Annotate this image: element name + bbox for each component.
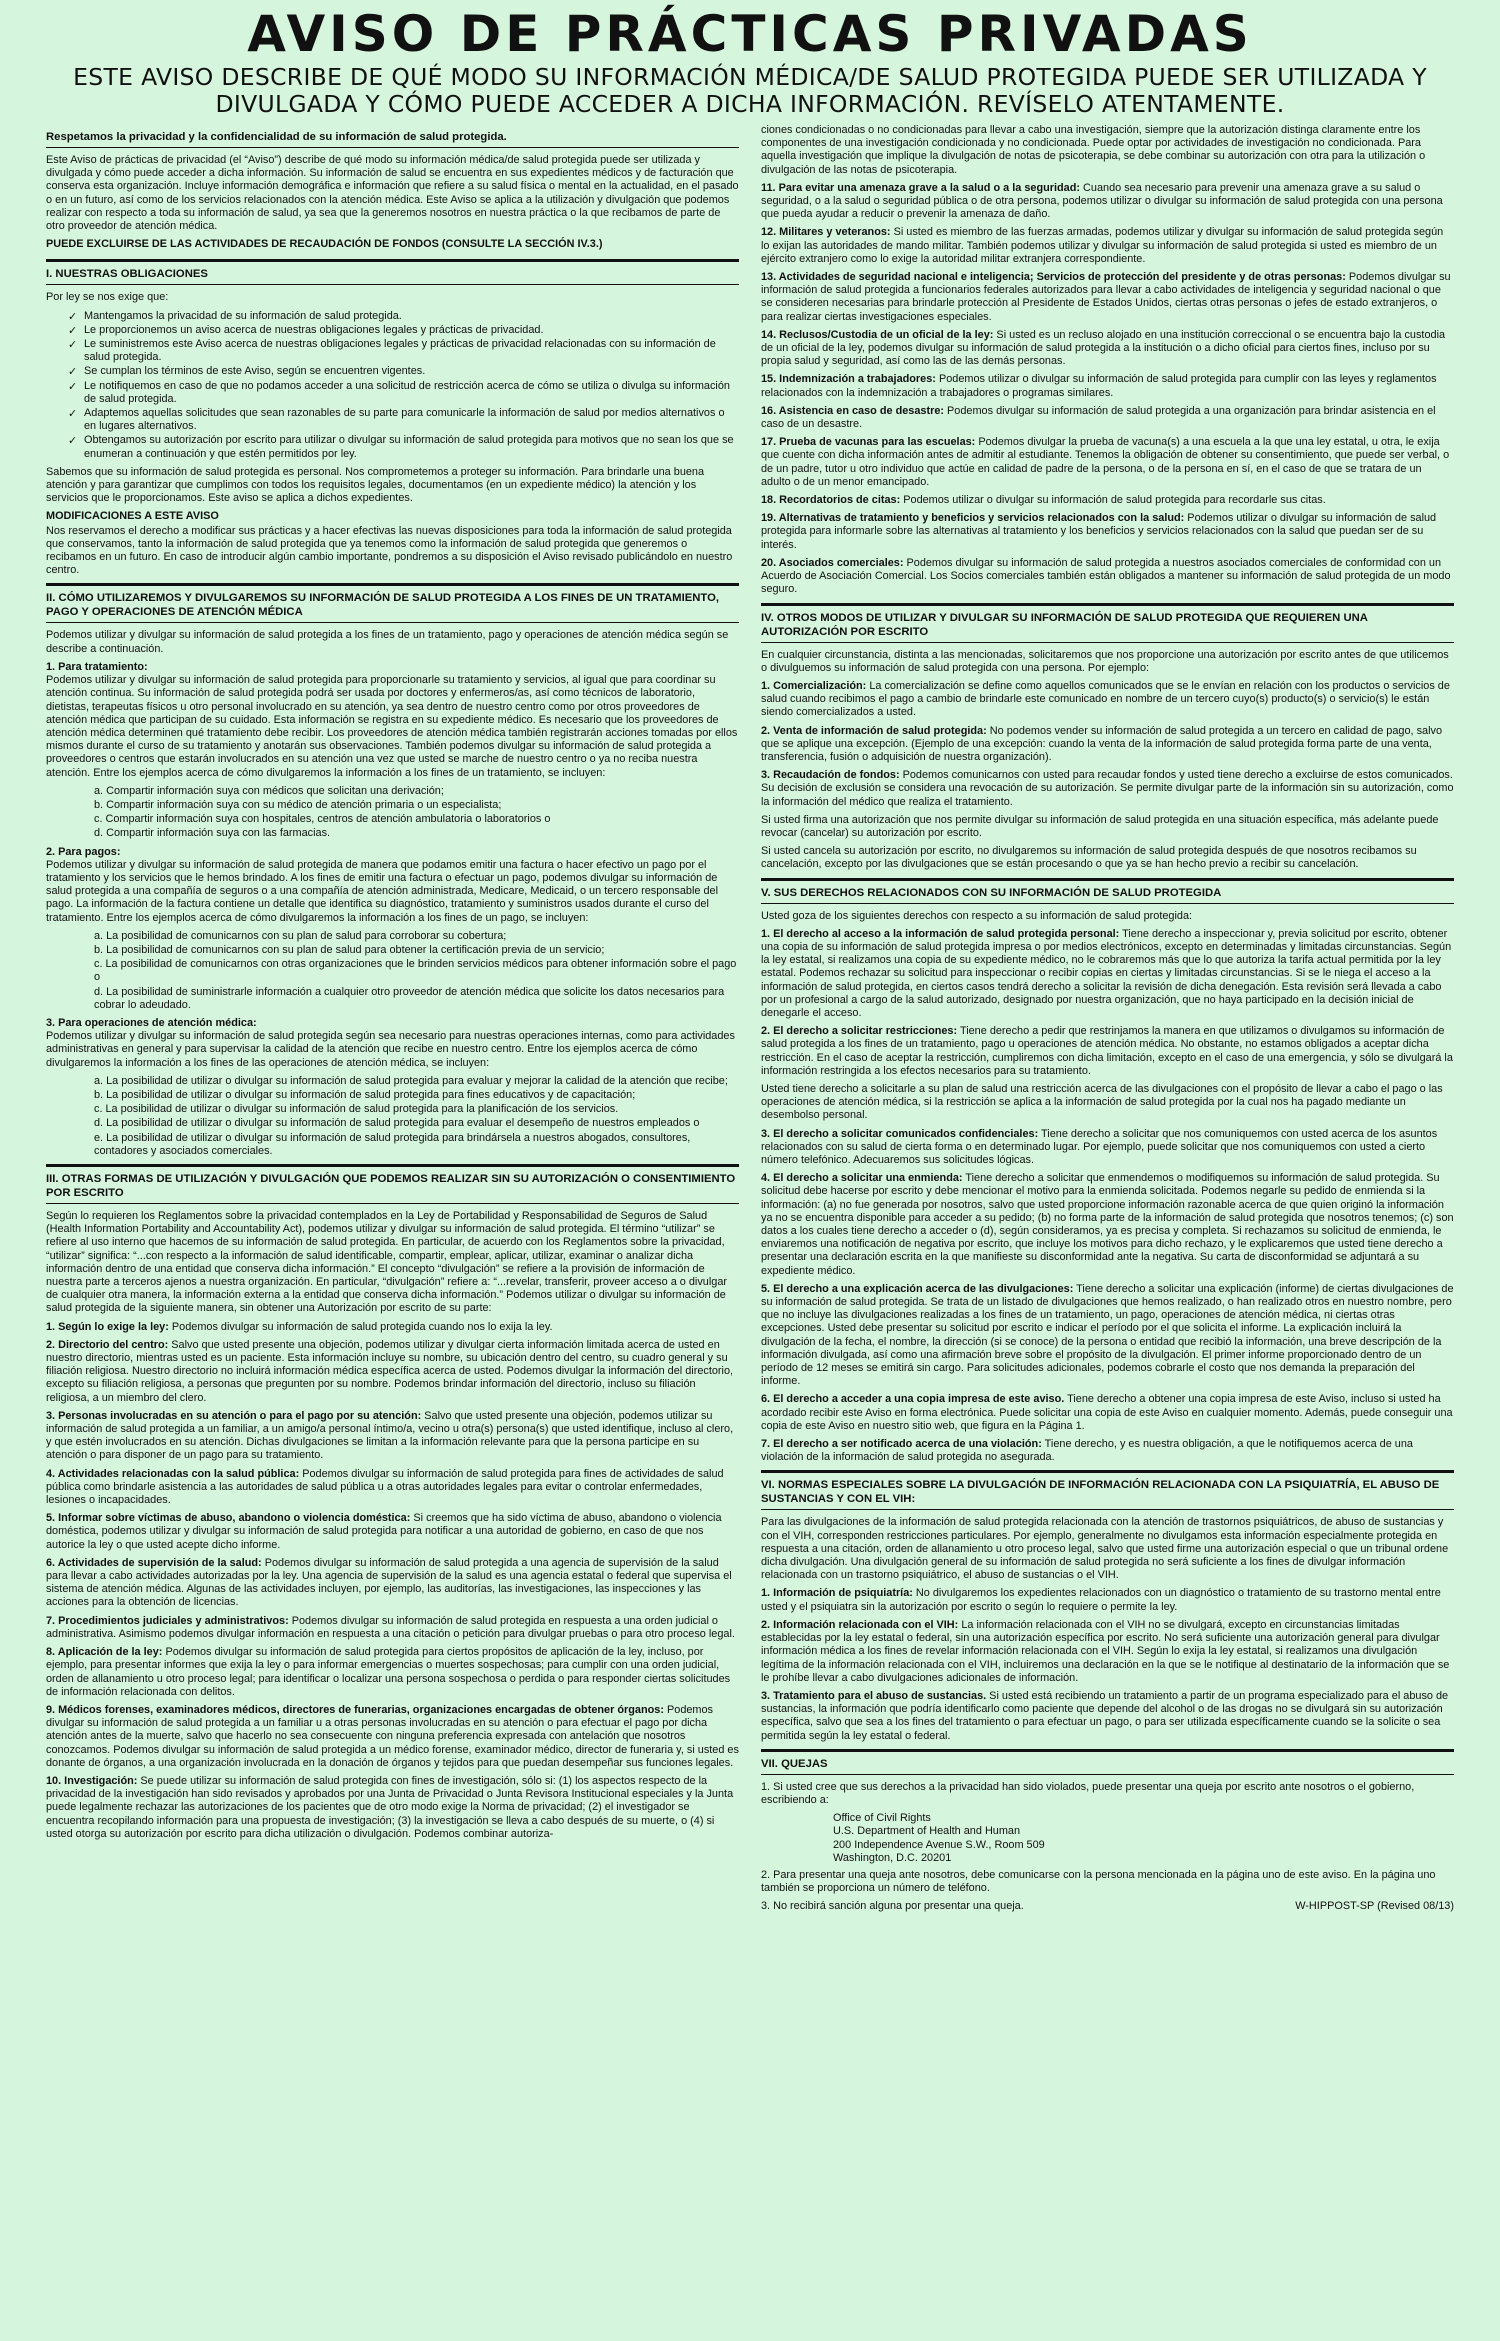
numbered-item: 19. Alternativas de tratamiento y beneficios y servicios relacionados con la salud: Podemos utilizar o divulgar su información de salud protegida para informarle sobre las alternativas al tratamiento y los beneficios y servicios relacionados con la salud que puedan ser de su interés. (761, 512, 1437, 551)
operations-heading: 3. Para operaciones de atención médica: (46, 1016, 257, 1029)
numbered-item: 5. Informar sobre víctimas de abuso, abandono o violencia doméstica: Si creemos que ha sido víctima de abuso, abandono o violencia doméstica, podemos utilizar y divulgar su información de salud protegida para notificar a una autoridad de gobierno, en caso de que nos autorice la ley o que usted acepte dicho informe. (46, 1512, 722, 1551)
numbered-item: 2. El derecho a solicitar restricciones: Tiene derecho a pedir que restrinjamos la manera en que utilizamos o divulgamos su información de salud protegida a los fines de un tratamiento, pago u operaciones de atención médica. No obstante, no estamos obligados a aceptar dicha restricción. En el caso de aceptar la restricción, cumpliremos con dicha limitación, excepto en el caso de una emergencia, y sólo se divulgará la información restringida a los efectos necesarios para su tratamiento. (761, 1025, 1453, 1077)
numbered-item: 2. Venta de información de salud protegida: No podemos vender su información de salud protegida a un tercero en calidad de pago, salvo que se aplique una excepción. (Ejemplo de una excepción: cuando la venta de la información de salud protegida forma parte de una venta, transferencia, fusión o adquisición de nuestra organización). (761, 724, 1443, 763)
checkmark-icon: ✓ (68, 338, 78, 352)
modifications-heading: MODIFICACIONES A ESTE AVISO (46, 510, 219, 523)
numbered-item: 1. El derecho al acceso a la información de salud protegida personal: Tiene derecho a inspeccionar y, previa solicitud por escrito, obtener una copia de su información de salud protegida impresa o por medios electrónicos, excepto en determinadas y limitadas circunstancias. Según la ley estatal, si realizamos una copia de su expediente médico, no le cobraremos más que lo que autoriza la tarifa actual permitida por la ley estatal. Podemos rechazar su solicitud para inspeccionar o recibir copias en ciertas y limitadas circunstancias. Si se le niega el acceso a la información de salud protegida, en ciertos casos tendrá derecho a solicitar la revisión de dicha denegación. Esta revisión será llevada a cabo por un profesional a cargo de la salud autorizado, designado por nuestra organización, que no haya participado en la decisión inicial de denegarle el acceso. (761, 927, 1452, 1019)
page-title: AVISO DE PRÁCTICAS PRIVADAS (247, 5, 1253, 63)
operations-paragraph: Podemos utilizar y divulgar su información de salud protegida según sea necesario para nuestras operaciones internas, como para actividades administrativas en general y para supervisar la calidad de la atención que recibe en nuestro centro. Entre los ejemplos acerca de cómo divulgaremos la información a los fines de las operaciones de atención médica, se incluyen: (46, 1030, 735, 1069)
treatment-examples-list (94, 785, 739, 841)
numbered-item: 20. Asociados comerciales: Podemos divulgar su información de salud protegida a nuestros asociados comerciales de conformidad con un Acuerdo de Asociación Comercial. Los Socios comerciales también están obligados a mantener su información de salud protegida de un modo seguro. (761, 556, 1451, 596)
numbered-item: 10. Investigación: Se puede utilizar su información de salud protegida con fines de investigación, sólo si: (1) los aspectos respecto de la privacidad de la investigación han sido revisados y aprobados por una Junta de Privacidad o Junta Revisora Institucional especiales y la Junta puede legalmente rechazar las autorizaciones de los pacientes que de otro modo exige la Norma de privacidad; (2) el investigador se encuentra recopilando información para una propuesta de investigación; (3) la investigación se lleva a cabo después de su muerte, o (4) si usted otorga su autorización por escrito para dicha utilización o divulgación. Podemos combinar autoriza- (46, 1774, 734, 1840)
section-2-paragraph: Podemos utilizar y divulgar su información de salud protegida a los fines de un tratamiento, pago y operaciones de atención médica según se describe a continuación. (46, 629, 729, 655)
section-1-lead: Por ley se nos exige que: (46, 291, 169, 304)
form-code: W-HIPPOST-SP (Revised 08/13) (1295, 1900, 1454, 1913)
numbered-item: 16. Asistencia en caso de desastre: Podemos divulgar su información de salud protegida a una organización para brindar asistencia en el caso de un desastre. (761, 404, 1436, 431)
checkmark-icon: ✓ (68, 323, 78, 337)
list-item: d. Compartir información suya con las farmacias. (94, 827, 331, 840)
numbered-item: 9. Médicos forenses, examinadores médicos, directores de funerarias, organizaciones encargadas de obtener órganos: Podemos divulgar su información de salud protegida a un familiar u a otras personas involucradas en su atención o para efectuar el pago por dicha atención antes de la muerte, salvo que hacerlo no sea consecuente con ninguna preferencia expresada con antelación que nosotros conozcamos. Podemos divulgar su información de salud protegida a un médico forense, examinador médico, director de funeraria y, si usted es donante de órganos, a una organización involucrada en la donación de órganos y tejidos para que puedan desempeñar sus funciones legales. (46, 1703, 739, 1769)
numbered-item: 6. Actividades de supervisión de la salud: Podemos divulgar su información de salud protegida a una agencia de supervisión de la salud para llevar a cabo actividades autorizadas por la ley. Una agencia de supervisión de la salud es una agencia estatal o federal que supervisa el sistema de atención médica. Algunas de las actividades incluyen, por ejemplo, las auditorías, las investigaciones, las inspecciones y las acciones para la obtención de licencias. (46, 1556, 732, 1609)
page-subtitle: ESTE AVISO DESCRIBE DE QUÉ MODO SU INFORMACIÓN MÉDICA/DE SALUD PROTEGIDA PUEDE SER UTILIZADA Y DIVULGADA Y CÓMO PUEDE ACCEDER A DICHA INFORMACIÓN. REVÍSELO ATENTAMENTE. (73, 63, 1427, 118)
section-5-heading: V. SUS DERECHOS RELACIONADOS CON SU INFORMACIÓN DE SALUD PROTEGIDA (761, 878, 1454, 904)
section-3-heading: III. OTRAS FORMAS DE UTILIZACIÓN Y DIVULGACIÓN QUE PODEMOS REALIZAR SIN SU AUTORIZACIÓN O CONSENTIMIENTO POR ESCRITO (46, 1164, 739, 1204)
list-item: c. Compartir información suya con hospitales, centros de atención ambulatoria o laboratorios o (94, 813, 551, 826)
complaints-paragraph-1: 1. Si usted cree que sus derechos a la privacidad han sido violados, puede presentar una queja por escrito ante nosotros o el gobierno, escribiendo a: (761, 1780, 1415, 1806)
numbered-item: 3. El derecho a solicitar comunicados confidenciales: Tiene derecho a solicitar que nos comuniquemos con usted acerca de los asuntos relacionados con su salud de cierta forma o en determinado lugar. Por ejemplo, puede solicitar que nos comuniquemos con usted a cierto número telefónico. Adecuaremos sus solicitudes lógicas. (761, 1127, 1438, 1166)
section-1-heading: I. NUESTRAS OBLIGACIONES (46, 259, 739, 285)
list-item: e. La posibilidad de utilizar o divulgar su información de salud protegida para brindársela a nuestros abogados, consultores, contadores y asociados comerciales. (94, 1131, 691, 1157)
numbered-item: 2. Información relacionada con el VIH: La información relacionada con el VIH no se divulgará, excepto en circunstancias limitadas establecidas por la ley estatal o federal, sin una autorización específica por escrito. No será suficiente una autorización general para divulgar información médica a los fines de revelar información relacionada con el VIH. Según lo exija la ley estatal, si realizamos una divulgación legítima de la información relacionada con el VIH, incluiremos una declaración en la que se le notifique al destinatario de la información que se le prohíbe llevar a cabo divulgaciones adicionales de información. (761, 1618, 1450, 1684)
obligations-checklist (68, 310, 739, 461)
list-item: d. La posibilidad de utilizar o divulgar su información de salud protegida para evaluar el desempeño de nuestros empleados o (94, 1117, 700, 1130)
complaints-paragraph-2: 2. Para presentar una queja ante nosotros, debe comunicarse con la persona mencionada en la página uno de este aviso. En la página uno también se proporciona un número de teléfono. (761, 1868, 1436, 1895)
numbered-item: 11. Para evitar una amenaza grave a la salud o a la seguridad: Cuando sea necesario para prevenir una amenaza grave a su salud o seguridad, o a la salud o seguridad pública o de otra persona, podemos utilizar o divulgar su información de salud protegida con una persona que pueda ayudar a reducir o prevenir la amenaza de daño. (761, 181, 1443, 221)
checkmark-icon: ✓ (68, 379, 78, 393)
numbered-item: 13. Actividades de seguridad nacional e inteligencia; Servicios de protección del presidente y de otras personas: Podemos divulgar su información de salud protegida a funcionarios federales autorizados para llevar a cabo actividades de inteligencia y seguridad nacional o que se consideren necesarias para brindarle protección al Presidente de Estados Unidos, ciertas otras personas o jefes de estado extranjeros, o para realizar ciertas investigaciones especiales. (761, 271, 1451, 323)
checkmark-icon: ✓ (68, 309, 78, 323)
numbered-item: 12. Militares y veteranos: Si usted es miembro de las fuerzas armadas, podemos utilizar y divulgar su información de salud protegida según lo exijan las autoridades de mando militar. También podemos utilizar y divulgar su información de salud protegida si usted es miembro de un ejército extranjero como lo exige la autoridad militar extranjera correspondiente. (761, 226, 1444, 265)
checkmark-icon: ✓ (68, 434, 78, 448)
checklist-item: ✓ Le suministremos este Aviso acerca de nuestras obligaciones legales y prácticas de privacidad relacionadas con su información de salud protegida. (68, 338, 716, 364)
section-3-paragraph: Según lo requieren los Reglamentos sobre la privacidad contemplados en la Ley de Portabilidad y Responsabilidad de Seguros de Salud (Health Information Portability and Accountability Act), podemos utilizar y divulgar su información de salud protegida. El término “utilizar” se refiere al uso interno que hacemos de su información de salud protegida. En particular, de acuerdo con los Reglamentos sobre la privacidad, “utilizar” significa: “...con respecto a la información de salud identificable, compartir, emplear, aplicar, utilizar, examinar o analizar dicha información dentro de una entidad que conserva dicha información.” El concepto “divulgación” se refiere a la provisión de información de nuestra parte a terceros ajenos a nuestra organización. En particular, “divulgación” refiere a: “...revelar, transferir, proveer acceso a o divulgar de cualquier otra manera, la información externa a la entidad que conserva dicha información.” Podemos utilizar o divulgar su información de salud protegida de la siguiente manera, sin obtener una Autorización por escrito de su parte: (46, 1210, 728, 1315)
section-4-paragraph-2: Si usted firma una autorización que nos permite divulgar su información de salud protegida en una situación específica, más adelante puede revocar (cancelar) su autorización por escrito. (761, 813, 1439, 839)
numbered-item: 15. Indemnización a trabajadores: Podemos utilizar o divulgar su información de salud protegida para cumplir con las leyes y reglamentos relacionados con la indemnización a trabajadores o programas similares. (761, 373, 1437, 399)
operations-examples-list (94, 1075, 739, 1158)
treatment-paragraph: Podemos utilizar y divulgar su información de salud protegida para proporcionarle su tratamiento y servicios, al igual que para coordinar su atención continua. Su información de salud protegida podrá ser usada por doctores y enfermeros/as, así como técnicos de laboratorio, dietistas, terapeutas físicos u otro personal involucrado en su atención, ya sea dentro de nuestro centro como por otros proveedores de atención médica que participan de su cuidado. Esta información se registra en su expediente médico. Es necesario que los proveedores de atención médica determinen qué tratamiento debe recibir. Los proveedores de atención médica también registrarán acciones tomadas por ellos mismos durante el curso de su tratamiento y anotarán sus observaciones. También podemos divulgar su información de salud protegida a proveedores o centros que estarán involucrados en su atención una vez que usted se marche de nuestro centro o ya no reciba nuestra atención. Entre los ejemplos acerca de cómo divulgaremos la información a los fines de un tratamiento, se incluyen: (46, 674, 738, 779)
numbered-item: 18. Recordatorios de citas: Podemos utilizar o divulgar su información de salud protegida para recordarle sus citas. (761, 494, 1326, 507)
section-1-paragraph: Sabemos que su información de salud protegida es personal. Nos comprometemos a proteger su información. Para brindarle una buena atención y para garantizar que cumplimos con todos los requisitos legales, documentamos (en un expediente médico) la atención y los servicios que le proporcionamos. Este aviso se aplica a dichos expedientes. (46, 465, 705, 505)
intro-heading: Respetamos la privacidad y la confidencialidad de su información de salud protegida. (46, 130, 739, 148)
numbered-item: 8. Aplicación de la ley: Podemos divulgar su información de salud protegida para ciertos propósitos de aplicación de la ley, incluso, por ejemplo, para presentar informes que exija la ley o para informar emergencias o muertes sospechosas; para cumplir con una orden judicial, orden de allanamiento u otro proceso legal; para identificar o localizar una persona sospechosa o perdida o para responder ciertas solicitudes de información relacionada con delitos. (46, 1646, 731, 1698)
numbered-item: 7. Procedimientos judiciales y administrativos: Podemos divulgar su información de salud protegida en respuesta a una orden judicial o administrativa. Asimismo podemos divulgar información en respuesta a una citación o petición para divulgar pruebas o para otro proceso legal. (46, 1614, 735, 1640)
numbered-item: 4. El derecho a solicitar una enmienda: Tiene derecho a solicitar que enmendemos o modifiquemos su información de salud protegida. Su solicitud debe hacerse por escrito y debe mencionar el motivo para la enmienda solicitada. Podemos negarle su pedido de enmienda si la información: (a) no fue generada por nosotros, salvo que usted proporcione información razonable acerca de que quien originó la información ya no se encuentra disponible para acceder a su pedido; (b) no forma parte de la información de salud protegida que nosotros tenemos; (c) son datos a los cuales tiene derecho a acceder o (d), según consideramos, ya es precisa y completa. Si rechazamos su solicitud de enmienda, le enviaremos una notificación de negativa por escrito, que incluye los motivos para dicho rechazo, y le explicaremos que usted tiene derecho a presentar una declaración escrita en la que manifieste su disconformidad ante la negativa. Su carta de disconformidad se adjuntará a su expediente médico. (761, 1172, 1454, 1277)
section-6-paragraph: Para las divulgaciones de la información de salud protegida relacionada con la atención de trastornos psiquiátricos, de abuso de sustancias y con el VIH, corresponden restricciones particulares. Por ejemplo, generalmente no divulgamos esta información especialmente protegida en respuesta a una citación, orden de allanamiento u otro proceso legal, salvo que usted firme una autorización especial o que un tribunal ordene dicha divulgación. Una divulgación general de su información de salud protegida no será suficiente a los fines de divulgar información relacionada con un trastorno psiquiátrico, el abuso de sustancias o el VIH. (761, 1516, 1449, 1582)
numbered-item: 3. Tratamiento para el abuso de sustancias. Si usted está recibiendo un tratamiento a partir de un programa especializado para el abuso de sustancias, la información que podría identificarlo como paciente que depende del alcohol o de las drogas no se divulgará sin su autorización específica, salvo que sea a los fines del tratamiento o para efectuar un pago, o para ser utilizada específicamente cuando se la solicite o sea permitida según la ley estatal o federal. (761, 1689, 1449, 1742)
numbered-item: 1. Según lo exige la ley: Podemos divulgar su información de salud protegida cuando nos lo exija la ley. (46, 1320, 553, 1333)
numbered-item: 17. Prueba de vacunas para las escuelas: Podemos divulgar la prueba de vacuna(s) a una escuela a la que una ley estatal, u otra, le exija que cuente con dicha información antes de admitir al estudiante. Tenemos la obligación de obtener su consentimiento, que puede ser verbal, o de un padre, tutor u otro individuo que actúe en calidad de padre de la persona, o de la persona en sí, en el caso de que se tratara de un adulto o de un menor emancipado. (761, 436, 1450, 488)
numbered-item: 1. Comercialización: La comercialización se define como aquellos comunicados que se le envían en relación con los productos o servicios de salud cuando recibimos el pago a cambio de brindarle este comunicado en nombre de un tercero cuyo(s) producto(s) o servicio(s) le están siendo comercializados a usted. (761, 679, 1450, 719)
checklist-item: ✓ Obtengamos su autorización por escrito para utilizar o divulgar su información de salud protegida para motivos que no sean los que se enumeran a continuación y que estén permitidos por ley. (68, 434, 734, 460)
checklist-item: ✓ Adaptemos aquellas solicitudes que sean razonables de su parte para comunicarle la información de salud por medios alternativos o en lugares alternativos. (68, 407, 725, 433)
intro-paragraph: Este Aviso de prácticas de privacidad (el “Aviso”) describe de qué modo su información médica/de salud protegida puede ser utilizada y divulgada y cómo puede acceder a dicha información. Su información de salud se encuentra en sus expedientes médicos y de facturación que conserva esta organización. Incluye información demográfica e información que refiere a su salud física o mental en la actualidad, en el pasado o en un futuro, así como de los servicios relacionados con la atención médica. Este Aviso se aplica a la utilización y divulgación que podemos realizar con respecto a toda su información de salud, ya sea que la generemos nosotros en nuestra práctica o la que recibamos de parte de otro proveedor de atención médica. (46, 154, 739, 233)
checklist-item: ✓ Le notifiquemos en caso de que no podamos acceder a una solicitud de restricción acerca de cómo se utiliza o divulga su información de salud protegida. (68, 379, 730, 405)
numbered-item: 4. Actividades relacionadas con la salud pública: Podemos divulgar su información de salud protegida para fines de actividades de salud pública como brindarle asistencia a las autoridades de salud pública u a otras autoridades legales para evitar o controlar enfermedades, lesiones o incapacidades. (46, 1467, 724, 1507)
complaints-paragraph-3: 3. No recibirá sanción alguna por presentar una queja. (761, 1900, 1024, 1913)
section-4-heading: IV. OTROS MODOS DE UTILIZAR Y DIVULGAR SU INFORMACIÓN DE SALUD PROTEGIDA QUE REQUIEREN UNA AUTORIZACIÓN POR ESCRITO (761, 603, 1454, 643)
ocr-address (833, 1812, 1454, 1865)
section-6-heading: VI. NORMAS ESPECIALES SOBRE LA DIVULGACIÓN DE INFORMACIÓN RELACIONADA CON LA PSIQUIATRÍA, EL ABUSO DE SUSTANCIAS Y CON EL VIH: (761, 1470, 1454, 1510)
list-item: a. La posibilidad de comunicarnos con su plan de salud para corroborar su cobertura; (94, 929, 507, 942)
right-column (761, 124, 1454, 1914)
numbered-item: 1. Información de psiquiatría: No divulgaremos los expedientes relacionados con un diagnóstico o tratamiento de su trastorno mental entre usted y el psiquiatra sin la autorización por escrito o según lo requiere o permite la ley. (761, 1587, 1441, 1613)
list-item: a. Compartir información suya con médicos que solicitan una derivación; (94, 784, 444, 797)
list-item: b. Compartir información suya con su médico de atención primaria o un especialista; (94, 798, 502, 811)
address-line: Washington, D.C. 20201 (833, 1851, 952, 1864)
checkmark-icon: ✓ (68, 365, 78, 379)
numbered-item: 3. Recaudación de fondos: Podemos comunicarnos con usted para recaudar fondos y usted tiene derecho a excluirse de estos comunicados. Su decisión de exclusión se considera una revocación de su autorización. Se permite divulgar parte de la información sin su autorización, como la información del médico que realiza el tratamiento. (761, 769, 1454, 808)
list-item: c. La posibilidad de utilizar o divulgar su información de salud protegida para la planificación de los servicios. (94, 1103, 619, 1116)
list-item: c. La posibilidad de comunicarnos con otras organizaciones que le brinden servicios médicos para obtener información sobre el pago o (94, 958, 737, 984)
numbered-item: 6. El derecho a acceder a una copia impresa de este aviso. Tiene derecho a obtener una copia impresa de este Aviso, incluso si usted ha acordado recibir este Aviso en forma electrónica. Puede solicitar una copia de este Aviso en cualquier momento. Además, puede conseguir una copia de este Aviso en nuestro sitio web, que figura en la Página 1. (761, 1393, 1453, 1432)
list-item: b. La posibilidad de comunicarnos con su plan de salud para obtener la certificación previa de un servicio; (94, 943, 605, 956)
numbered-item: 7. El derecho a ser notificado acerca de una violación: Tiene derecho, y es nuestra obligación, a que le notifiquemos acerca de una violación de la información de salud protegida no asegurada. (761, 1438, 1413, 1464)
numbered-item: 2. Directorio del centro: Salvo que usted presente una objeción, podemos utilizar y divulgar cierta información limitada acerca de usted en nuestro directorio, mientras usted es un paciente. Esta información incluye su nombre, su ubicación dentro del centro, su cuadro general y su filiación religiosa. Nuestro directorio no incluirá información médica específica acerca de usted. Podemos divulgar la información del directorio, excepto su filiación religiosa, a personas que pregunten por su nombre. Podemos brindar información del directorio, incluso su filiación religiosa, a un miembro del clero. (46, 1338, 734, 1404)
list-item: a. La posibilidad de utilizar o divulgar su información de salud protegida para evaluar y mejorar la calidad de la atención que recibe; (94, 1074, 728, 1087)
address-line: Office of Civil Rights (833, 1812, 931, 1825)
payment-examples-list (94, 930, 739, 1012)
fundraising-optout-note: PUEDE EXCLUIRSE DE LAS ACTIVIDADES DE RECAUDACIÓN DE FONDOS (CONSULTE LA SECCIÓN IV.3.) (46, 238, 603, 251)
payment-paragraph: Podemos utilizar y divulgar su información de salud protegida de manera que podamos emitir una factura o hacer efectivo un pago por el tratamiento y los servicios que le hemos brindado. A los fines de emitir una factura o efectuar un pago, podemos divulgar su información de salud protegida a una compañía de seguros o a una compañía de atención administrada, Medicare, Medicaid, o un tercero responsable del pago. La información de la factura contiene un detalle que identifica su diagnóstico, tratamiento y suministros usados durante el curso del tratamiento. Entre los ejemplos acerca de cómo divulgaremos la información a los fines de un pago, se incluyen: (46, 858, 719, 924)
checklist-item: ✓ Mantengamos la privacidad de su información de salud protegida. (68, 309, 402, 323)
modifications-paragraph: Nos reservamos el derecho a modificar sus prácticas y a hacer efectivas las nuevas disposiciones para toda la información de salud protegida que conservamos, tanto la información de salud protegida que ya tenemos como la información de salud protegida que generemos o recibamos en un futuro. En caso de introducir algún cambio importante, pondremos a su disposición el Aviso revisado publicándolo en nuestro centro. (46, 524, 733, 577)
section-5-paragraph: Usted goza de los siguientes derechos con respecto a su información de salud protegida: (761, 909, 1193, 922)
numbered-item: 5. El derecho a una explicación acerca de las divulgaciones: Tiene derecho a solicitar una explicación (informe) de ciertas divulgaciones de su información de salud protegida. Se trata de un listado de divulgaciones que hemos realizado, o han realizado otros en nuestro nombre, pero que no incluye las divulgaciones realizadas a los fines de un tratamiento, un pago, operaciones de atención médica, ni ciertas otras excepciones. Usted debe presentar su solicitud por escrito e indicar el período por el que solicita el informe. La explicación incluirá la divulgación de la fecha, el nombre, la dirección (si se conoce) de la persona o entidad que recibió la información, una breve descripción de la información divulgada, así como una afirmación breve sobre el propósito de la divulgación. El primer informe proporcionado dentro de un período de 12 meses se emitirá sin cargo. Para solicitudes adicionales, podemos cobrarle el costo que nos demanda la preparación del informe. (761, 1282, 1454, 1388)
numbered-item: 3. Personas involucradas en su atención o para el pago por su atención: Salvo que usted presente una objeción, podemos utilizar su información de salud protegida a un familiar, a un amigo/a personal íntimo/a, vecino u otra(s) persona(s) que usted identifique, incluso al clero, y que estén involucrados en su atención. Dichas divulgaciones se limitan a la información relevante para que la persona participe en su atención o para disponer de un pago para su tratamiento. (46, 1409, 734, 1462)
list-item: b. La posibilidad de utilizar o divulgar su información de salud protegida para fines educativos y de capacitación; (94, 1088, 636, 1101)
research-continued-paragraph: ciones condicionadas o no condicionadas para llevar a cabo una investigación, siempre que la autorización distinga claramente entre los componentes de una investigación condicionada y no condicionada. Puede optar por actividades de investigación no condicionada. Para aquella investigación que implique la divulgación de notas de psicoterapia, se debe combinar su autorización con otra para la utilización o divulgación de las notas de psicoterapia. (761, 124, 1426, 176)
footer-line (761, 1900, 1454, 1913)
treatment-heading: 1. Para tratamiento: (46, 660, 148, 673)
payment-heading: 2. Para pagos: (46, 845, 121, 858)
checklist-item: ✓ Se cumplan los términos de este Aviso, según se encuentren vigentes. (68, 365, 426, 379)
checkmark-icon: ✓ (68, 407, 78, 421)
left-column (46, 124, 739, 1914)
numbered-item: 14. Reclusos/Custodia de un oficial de la ley: Si usted es un recluso alojado en una institución correccional o se encuentra bajo la custodia de un oficial de la ley, podemos divulgar su información de salud protegida a la institución o a dicho oficial para ciertos fines, incluso por su propia salud y seguridad, así como las de las demás personas. (761, 328, 1446, 368)
section-4-paragraph-3: Si usted cancela su autorización por escrito, no divulgaremos su información de salud protegida después de que nosotros recibamos su cancelación, excepto por las divulgaciones que se están procesando o que ya se han hecho previo a recibir su cancelación. (761, 845, 1417, 871)
section-7-heading: VII. QUEJAS (761, 1749, 1454, 1775)
section-2-heading: II. CÓMO UTILIZAREMOS Y DIVULGAREMOS SU INFORMACIÓN DE SALUD PROTEGIDA A LOS FINES DE UN TRATAMIENTO, PAGO Y OPERACIONES DE ATENCIÓN MÉDICA (46, 583, 739, 623)
address-line: U.S. Department of Health and Human (833, 1825, 1021, 1838)
address-line: 200 Independence Avenue S.W., Room 509 (833, 1838, 1045, 1851)
checklist-item: ✓ Le proporcionemos un aviso acerca de nuestras obligaciones legales y prácticas de privacidad. (68, 323, 544, 337)
section-5-paragraph-2: Usted tiene derecho a solicitarle a su plan de salud una restricción acerca de las divulgaciones con el propósito de llevar a cabo el pago o las operaciones de atención médica, si la restricción se aplica a la información de salud protegida por la cual nos ha pagado mediante un desembolso personal. (761, 1082, 1443, 1122)
list-item: d. La posibilidad de suministrarle información a cualquier otro proveedor de atención médica que solicite los datos necesarios para cobrar lo adeudado. (94, 985, 725, 1011)
columns (46, 124, 1454, 1914)
section-4-paragraph: En cualquier circunstancia, distinta a las mencionadas, solicitaremos que nos proporcione una autorización por escrito antes de que utilicemos o divulguemos su información de salud protegida con una persona. Por ejemplo: (761, 648, 1449, 674)
